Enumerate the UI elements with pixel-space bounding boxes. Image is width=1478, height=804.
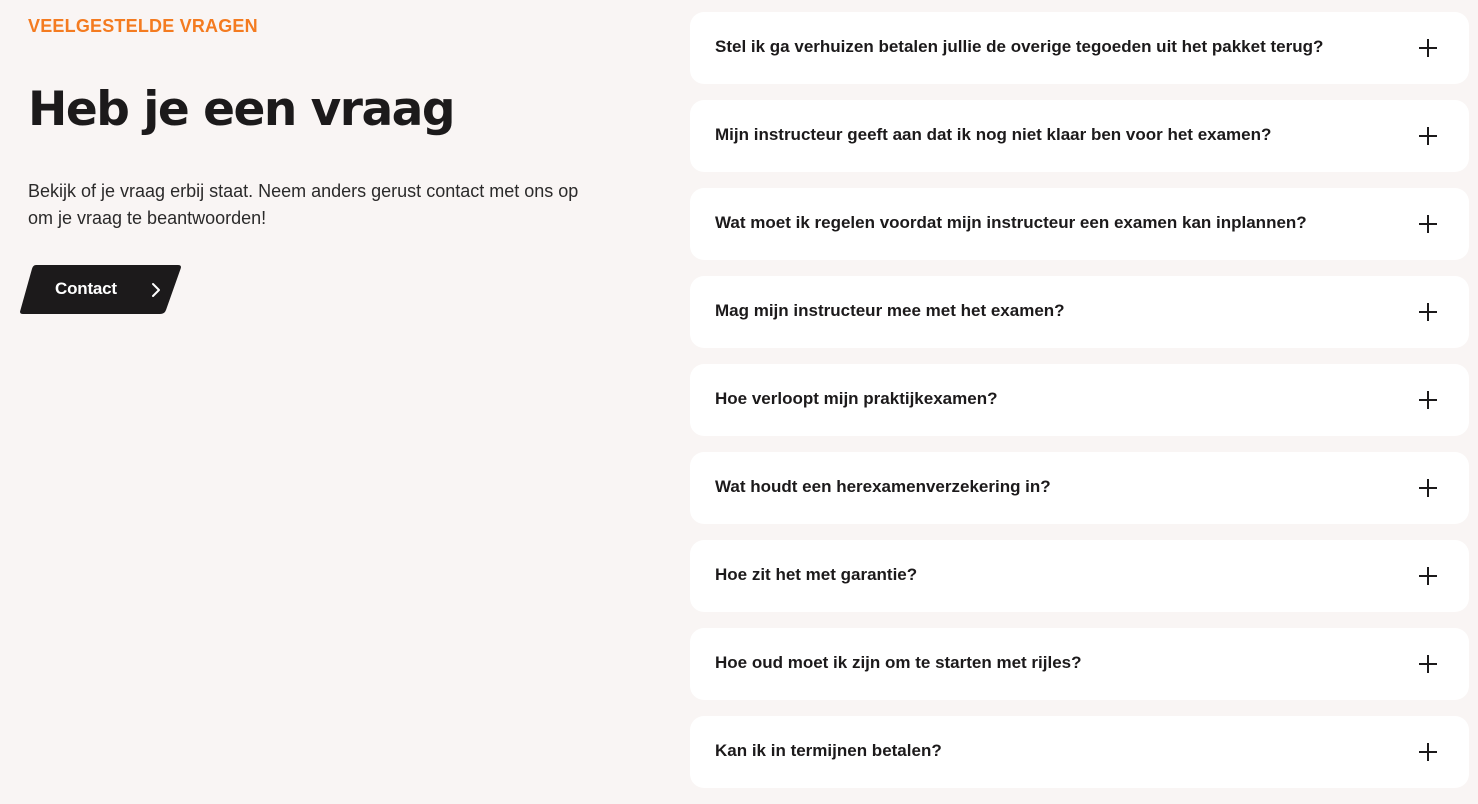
faq-item[interactable]	[690, 716, 1469, 788]
plus-icon[interactable]	[1418, 214, 1438, 234]
plus-icon[interactable]	[1418, 38, 1438, 58]
faq-item[interactable]	[690, 364, 1469, 436]
faq-question: Kan ik in termijnen betalen?	[715, 741, 942, 760]
plus-icon[interactable]	[1418, 478, 1438, 498]
faq-question: Hoe verloopt mijn praktijkexamen?	[715, 389, 998, 408]
faq-question: Hoe oud moet ik zijn om te starten met rijles?	[715, 653, 1082, 672]
page-title: Heb je een vraag	[28, 82, 455, 137]
faq-item[interactable]	[690, 452, 1469, 524]
intro-text: Bekijk of je vraag erbij staat. Neem anders gerust contact met ons op om je vraag te beantwoorden!	[28, 181, 579, 228]
plus-icon[interactable]	[1418, 126, 1438, 146]
plus-icon[interactable]	[1418, 566, 1438, 586]
contact-button[interactable]	[20, 265, 181, 314]
faq-item[interactable]	[690, 276, 1469, 348]
faq-question: Hoe zit het met garantie?	[715, 565, 918, 584]
plus-icon[interactable]	[1418, 390, 1438, 410]
faq-question: Mijn instructeur geeft aan dat ik nog niet klaar ben voor het examen?	[715, 125, 1272, 144]
faq-question: Stel ik ga verhuizen betalen jullie de overige tegoeden uit het pakket terug?	[715, 37, 1324, 56]
faq-question: Wat moet ik regelen voordat mijn instructeur een examen kan inplannen?	[715, 213, 1307, 232]
plus-icon[interactable]	[1418, 742, 1438, 762]
faq-item[interactable]	[690, 12, 1469, 84]
section-eyebrow: VEELGESTELDE VRAGEN	[28, 16, 258, 36]
faq-list	[690, 12, 1469, 804]
faq-question: Wat houdt een herexamenverzekering in?	[715, 477, 1051, 496]
chevron-right-icon	[150, 282, 162, 298]
plus-icon[interactable]	[1418, 302, 1438, 322]
faq-item[interactable]	[690, 188, 1469, 260]
faq-item[interactable]	[690, 540, 1469, 612]
plus-icon[interactable]	[1418, 654, 1438, 674]
faq-item[interactable]	[690, 628, 1469, 700]
contact-button-label: Contact	[55, 279, 117, 298]
faq-question: Mag mijn instructeur mee met het examen?	[715, 301, 1065, 320]
faq-item[interactable]	[690, 100, 1469, 172]
